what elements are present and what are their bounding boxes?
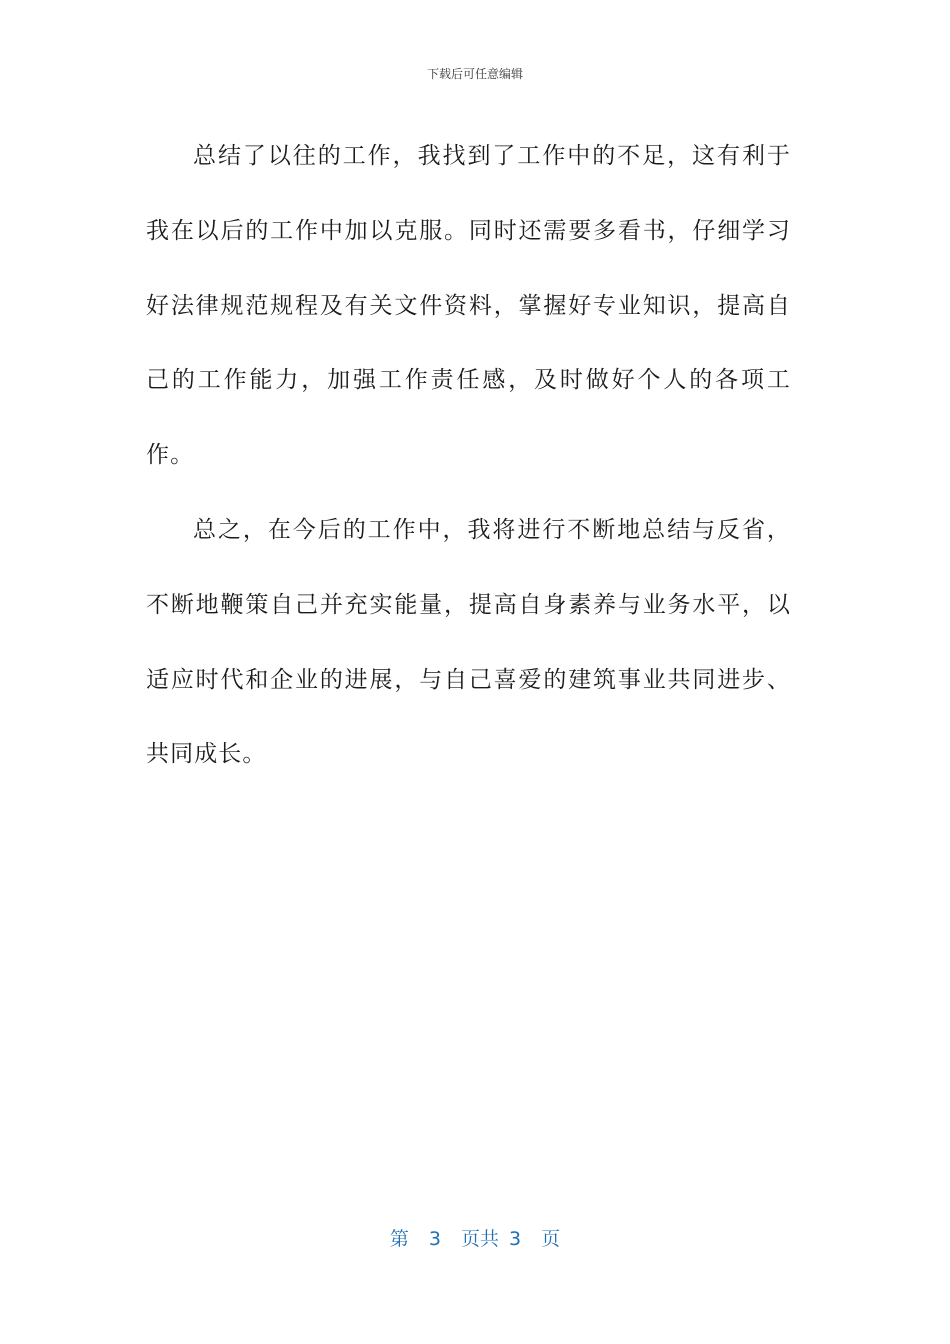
footer-suffix: 页 bbox=[541, 1228, 561, 1250]
footer-middle: 页共 bbox=[460, 1228, 499, 1250]
page-header: 下载后可任意编辑 bbox=[426, 67, 523, 81]
footer-total-pages: 3 bbox=[509, 1228, 522, 1250]
page-footer bbox=[0, 1226, 950, 1252]
document-body bbox=[146, 119, 791, 792]
paragraph-summary: 总结了以往的工作，我找到了工作中的不足，这有利于我在以后的工作中加以克服。同时还需要多看书，仔细学习好法律规范规程及有关文件资料，掌握好专业知识，提高自己的工作能力，加强工作责任感，及时做好个人的各项工作。 bbox=[146, 143, 791, 469]
footer-prefix: 第 bbox=[389, 1228, 409, 1250]
paragraph-conclusion: 总之，在今后的工作中，我将进行不断地总结与反省，不断地鞭策自己并充实能量，提高自身素养与业务水平，以适应时代和企业的进展，与自己喜爱的建筑事业共同进步、共同成长。 bbox=[146, 516, 791, 768]
footer-current-page: 3 bbox=[428, 1228, 441, 1250]
